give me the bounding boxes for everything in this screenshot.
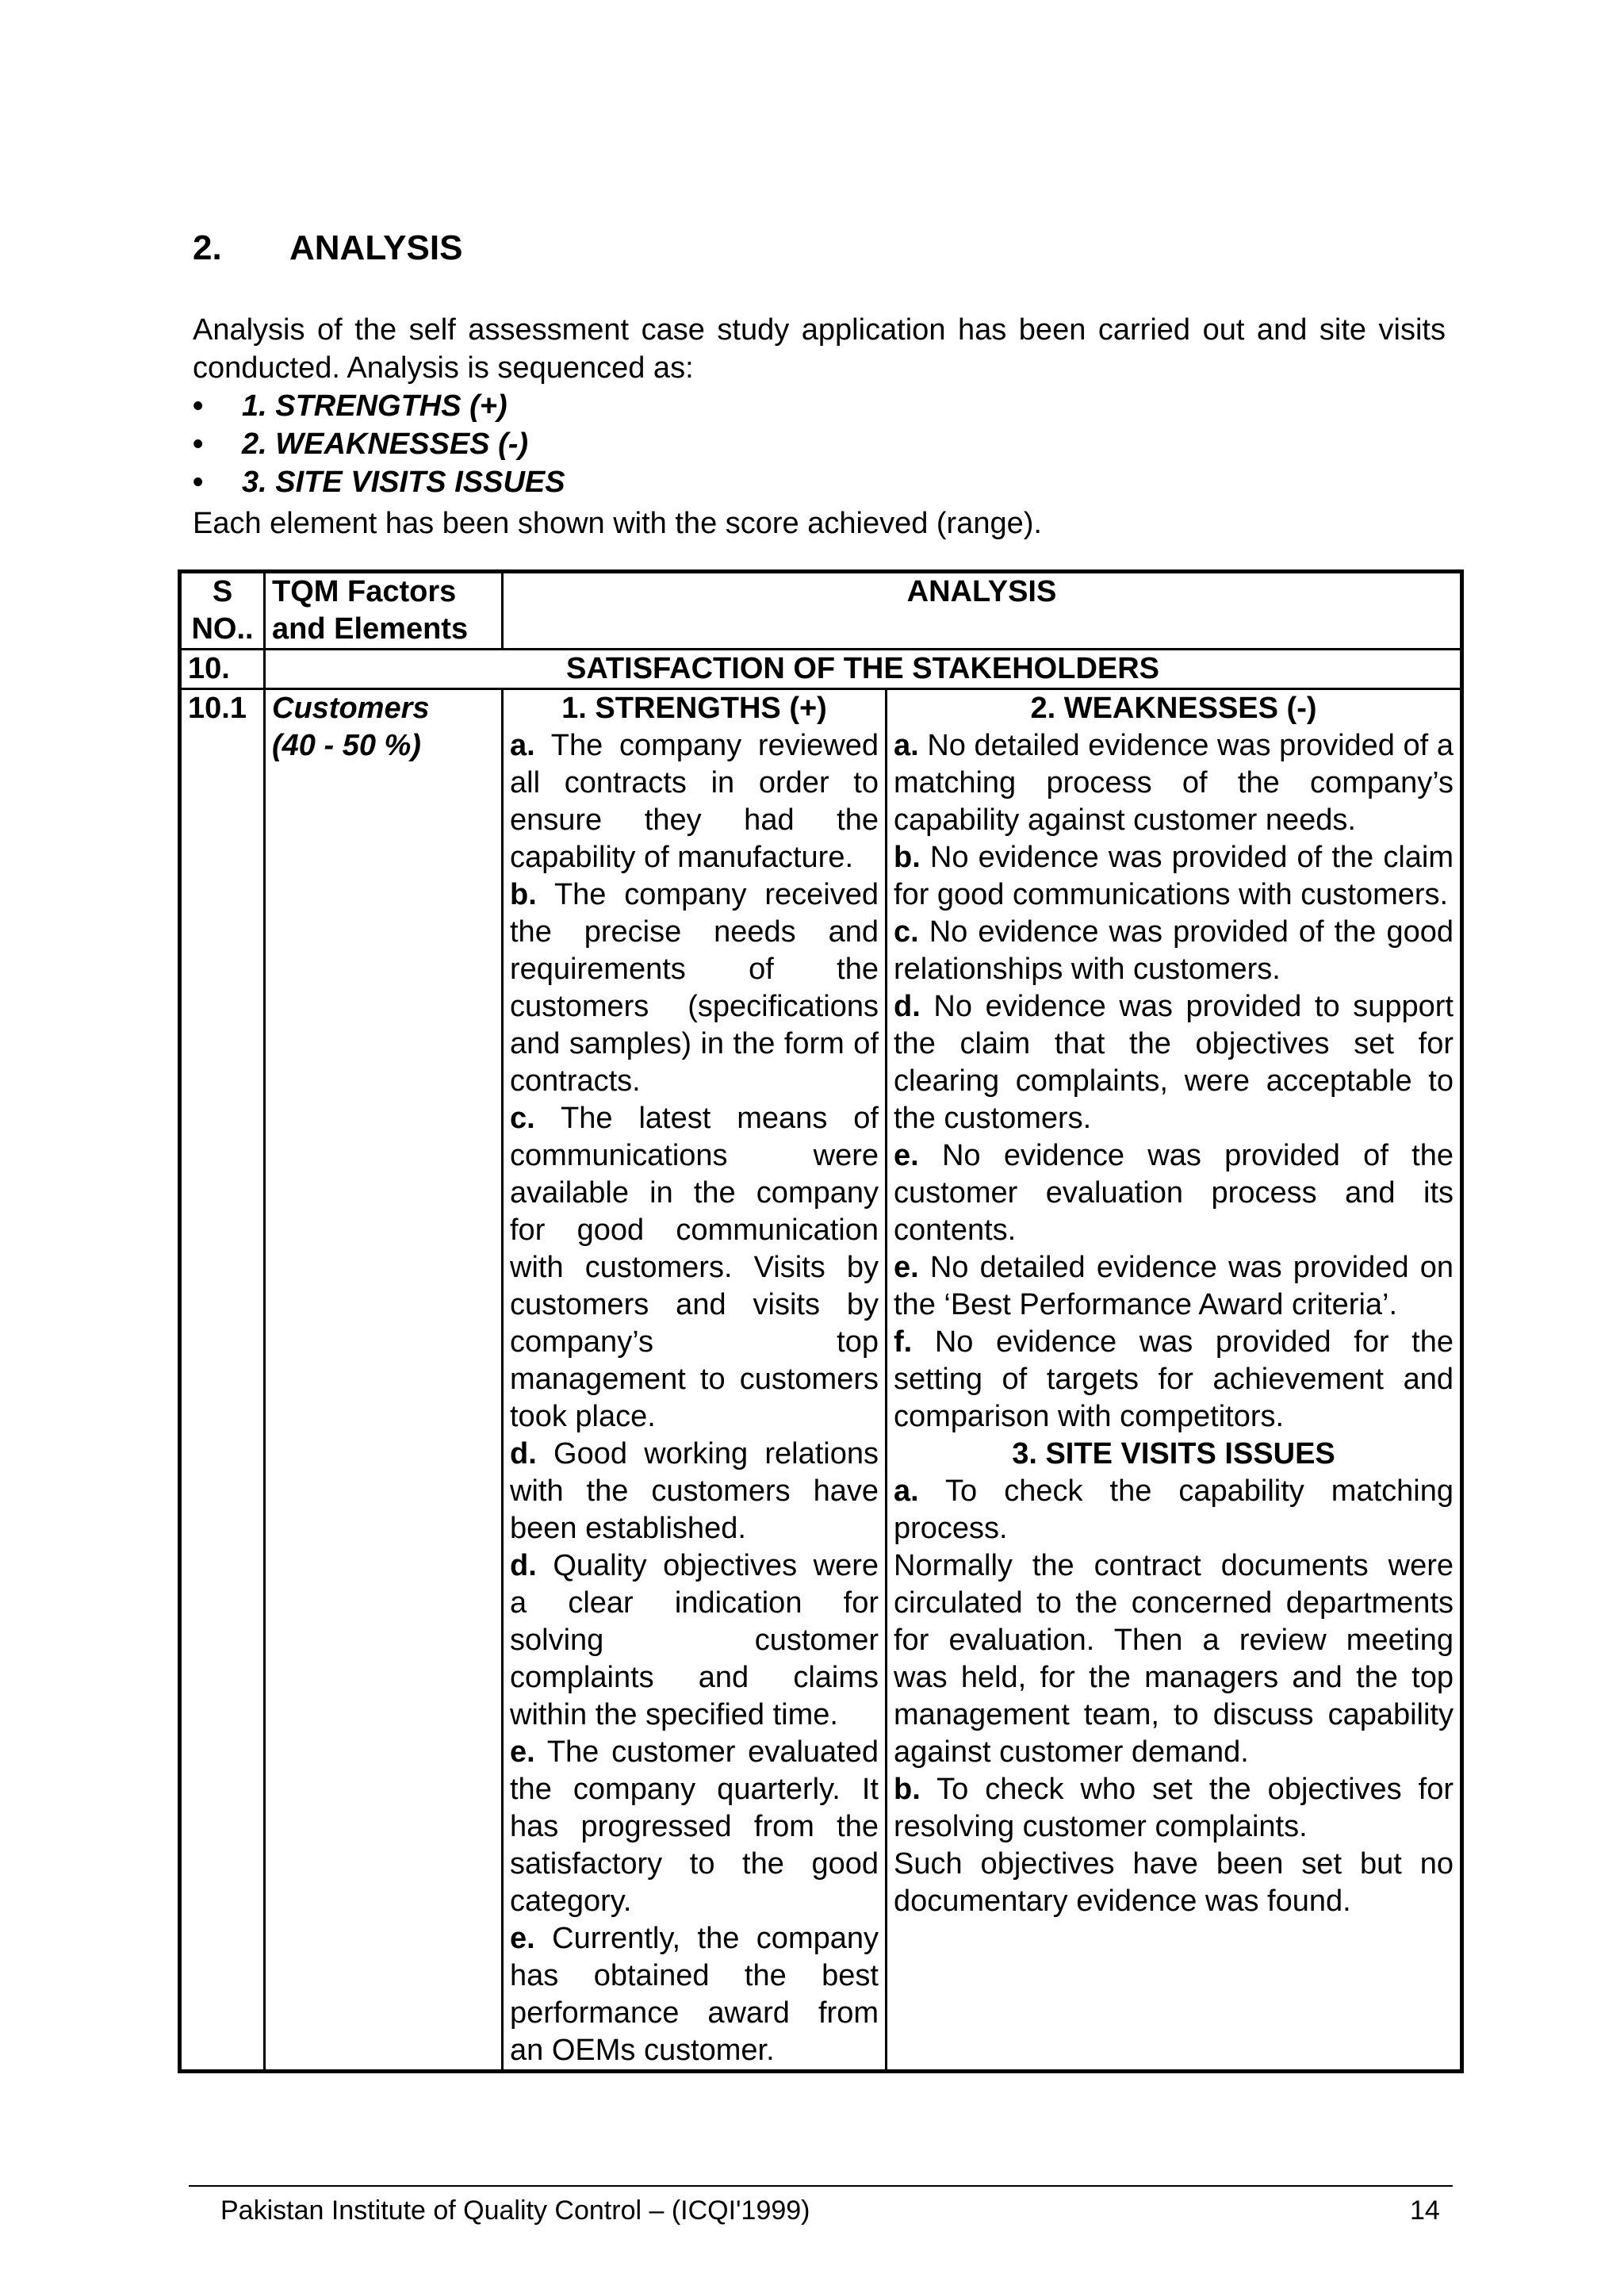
table-section-row xyxy=(180,650,1462,689)
weakness-item: c. No evidence was provided of the good relationships with customers. xyxy=(894,915,1454,986)
weakness-item: e. No detailed evidence was provided on the ‘Best Performance Award criteria’. xyxy=(894,1251,1454,1321)
bullet-item: • 2. WEAKNESSES (-) xyxy=(193,425,565,463)
bullet-item: • 3. SITE VISITS ISSUES xyxy=(193,463,565,501)
page-number: 14 xyxy=(1410,2195,1440,2226)
closing-sentence: Each element has been shown with the score achieved (range). xyxy=(193,507,1042,540)
table-row xyxy=(180,689,1462,2072)
analysis-table xyxy=(178,569,1464,2073)
section-number: 2. xyxy=(193,228,222,267)
section-row-number: 10. xyxy=(180,650,265,689)
site-visit-body: Normally the contract documents were circulated to the concerned departments for evaluation. Then a review meeting was held, for the managers and the top management team, to discuss capability against customer demand. xyxy=(894,1549,1454,1769)
strengths-title: 1. STRENGTHS (+) xyxy=(561,692,827,725)
site-visit-item: b. To check who set the objectives for resolving customer complaints. xyxy=(894,1773,1454,1843)
site-visit-body: Such objectives have been set but no documentary evidence was found. xyxy=(894,1847,1454,1918)
bullet-list xyxy=(193,387,565,501)
bullet-icon: • xyxy=(193,428,204,461)
row-factor: Customers (40 - 50 %) xyxy=(265,689,503,2072)
weakness-item: d. No evidence was provided to support the claim that the objectives set for clearing complaints, were acceptable to the customers. xyxy=(894,990,1454,1135)
strength-item: e. Currently, the company has obtained the best performance award from an OEMs customer. xyxy=(510,1922,879,2067)
row-number: 10.1 xyxy=(180,689,265,2072)
section-row-title: SATISFACTION OF THE STAKEHOLDERS xyxy=(265,650,1462,689)
strength-item: d. Good working relations with the customers have been established. xyxy=(510,1437,879,1545)
weakness-item: e. No evidence was provided of the customer evaluation process and its contents. xyxy=(894,1139,1454,1247)
site-visit-item: a. To check the capability matching process. xyxy=(894,1474,1454,1545)
footer-divider xyxy=(189,2185,1453,2187)
header-sno: S NO.. xyxy=(180,572,265,650)
header-factors: TQM Factors and Elements xyxy=(265,572,503,650)
section-heading xyxy=(193,228,462,268)
weaknesses-cell xyxy=(887,689,1462,2072)
section-title: ANALYSIS xyxy=(289,228,463,267)
weakness-item: b. No evidence was provided of the claim for good communications with customers. xyxy=(894,841,1454,911)
site-visits-title: 3. SITE VISITS ISSUES xyxy=(1012,1437,1335,1471)
strength-item: c. The latest means of communications were available in the company for good communication with customers. Visits by customers and visits by company’s top management to customers took place. xyxy=(510,1102,879,1433)
intro-paragraph: Analysis of the self assessment case study application has been carried out and site visits conducted. Analysis is sequenced as: xyxy=(193,313,1446,385)
bullet-icon: • xyxy=(193,389,204,423)
bullet-item: • 1. STRENGTHS (+) xyxy=(193,387,565,425)
strength-item: e. The customer evaluated the company quarterly. It has progressed from the satisfactory to the good category. xyxy=(510,1735,879,1918)
strength-item: b. The company received the precise needs and requirements of the customers (specifications and samples) in the form of contracts. xyxy=(510,878,879,1098)
table-header-row xyxy=(180,572,1462,650)
bullet-icon: • xyxy=(193,466,204,499)
footer-text: Pakistan Institute of Quality Control – (ICQI'1999) xyxy=(220,2195,810,2226)
weakness-item: f. No evidence was provided for the setting of targets for achievement and comparison with competitors. xyxy=(894,1325,1454,1433)
strengths-cell xyxy=(503,689,887,2072)
strength-item: a. The company reviewed all contracts in order to ensure they had the capability of manufacture. xyxy=(510,729,879,874)
header-analysis: ANALYSIS xyxy=(503,572,1462,650)
weaknesses-title: 2. WEAKNESSES (-) xyxy=(1030,692,1317,725)
weakness-item: a. No detailed evidence was provided of a matching process of the company’s capability against customer needs. xyxy=(894,729,1454,837)
strength-item: d. Quality objectives were a clear indication for solving customer complaints and claims within the specified time. xyxy=(510,1549,879,1731)
